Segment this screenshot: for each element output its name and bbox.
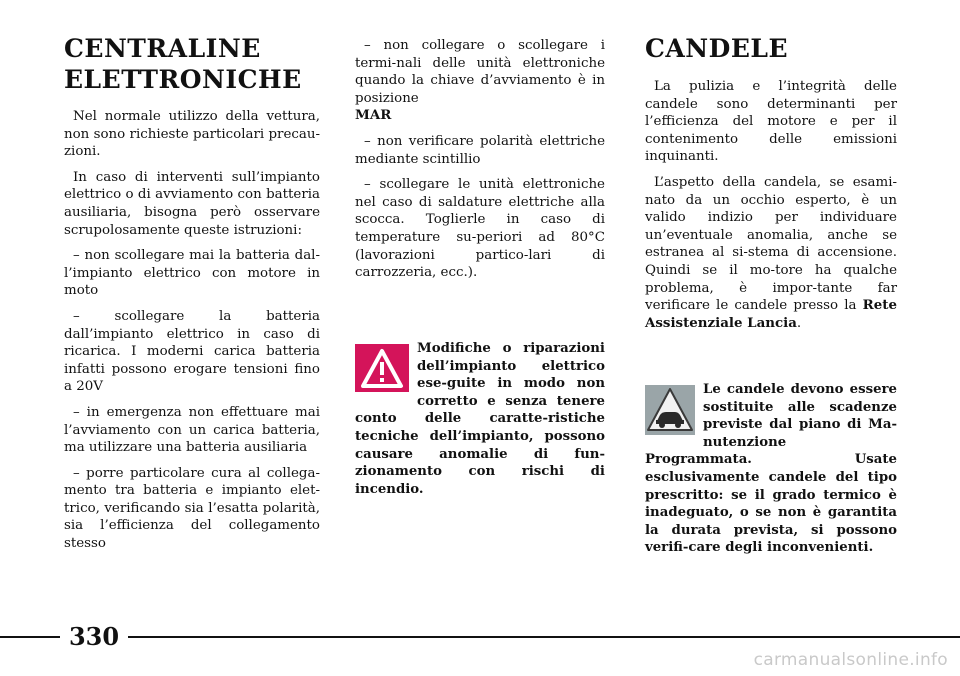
paragraph-text: – non collegare o scollegare i termi-nali delle unità elettroniche quando la chiave d’avviamento è in posizione [355, 38, 605, 106]
paragraph: – scollegare le unità elettroniche nel caso di saldature elettriche alla scocca. Toglierle in caso di temperature su-periori ad 80°C (lavorazioni partico-lari di carrozzeria, ecc.). [355, 177, 605, 281]
paragraph: In caso di interventi sull’impianto elettrico o di avviamento con batteria ausiliaria, bisogna però osservare scrupolosamente queste istruzioni: [64, 169, 320, 238]
paragraph: – scollegare la batteria dall’impianto elettrico in caso di ricarica. I moderni carica batteria infatti possono erogare tensioni fino a 20V [64, 308, 320, 395]
paragraph: – non scollegare mai la batteria dal-l’impianto elettrico con motore in moto [64, 248, 320, 299]
paragraph: – in emergenza non effettuare mai l’avviamento con un carica batteria, ma utilizzare una batteria ausiliaria [64, 404, 320, 456]
warning-text: Le candele devono essere sostituite alle scadenze previste dal piano di Ma-nutenzione Programmata. Usate esclusivamente candele del tipo prescritto: se il grado termico è inadeguato, o se non è garantita la durata prevista, si possono verifi-care degli inconvenienti. [645, 382, 897, 556]
warning-text: Modifiche o riparazioni dell’impianto elettrico ese-guite in modo non corretto e senza tenere conto delle caratte-ristiche tecniche dell’impianto, possono causare anomalie di fun-zionamento con rischi di incendio. [355, 341, 605, 497]
left-column-body [64, 108, 320, 561]
footer-rule-left [0, 636, 60, 638]
fire-risk-warning [355, 340, 605, 498]
paragraph [355, 37, 605, 125]
car-warning-icon [645, 385, 695, 441]
key-position-mar: MAR [355, 107, 392, 124]
section-title-centraline [64, 33, 324, 95]
paragraph-end: . [796, 315, 802, 331]
spark-plug-warning [645, 381, 897, 557]
paragraph: La pulizia e l’integrità delle candele sono determinanti per l’efficienza del motore e per il contenimento delle emissioni inquinanti. [645, 79, 897, 165]
footer-rule-right [128, 636, 960, 638]
warning-triangle-icon [355, 344, 409, 398]
paragraph [645, 174, 897, 332]
paragraph: Nel normale utilizzo della vettura, non sono richieste particolari precau-zioni. [64, 109, 320, 160]
title-line-2: ELETTRONICHE [64, 65, 302, 94]
section-title-candele: CANDELE [645, 34, 789, 63]
paragraph-text: L’aspetto della candela, se esami-nato da un occhio esperto, è un valido indizio per individuare un’eventuale anomalia, anche se estranea al si-stema di accensione. Quindi se il mo-tore ha qualche problema, è impor-tante far verificare le candele presso la [645, 174, 897, 314]
page-number: 330 [68, 622, 120, 651]
right-column-body [645, 78, 897, 340]
paragraph: – porre particolare cura al collega-mento tra batteria e impianto elet-trico, verificando sia l’esatta polarità, sia l’efficienza del collegamento stesso [64, 465, 320, 552]
middle-column-body [355, 37, 605, 290]
watermark: carmanualsonline.info [753, 650, 948, 670]
service-network-name: Rete Assistenziale Lancia [645, 297, 897, 331]
title-line-1: CENTRALINE [64, 34, 261, 63]
paragraph: – non verificare polarità elettriche mediante scintillio [355, 133, 605, 167]
